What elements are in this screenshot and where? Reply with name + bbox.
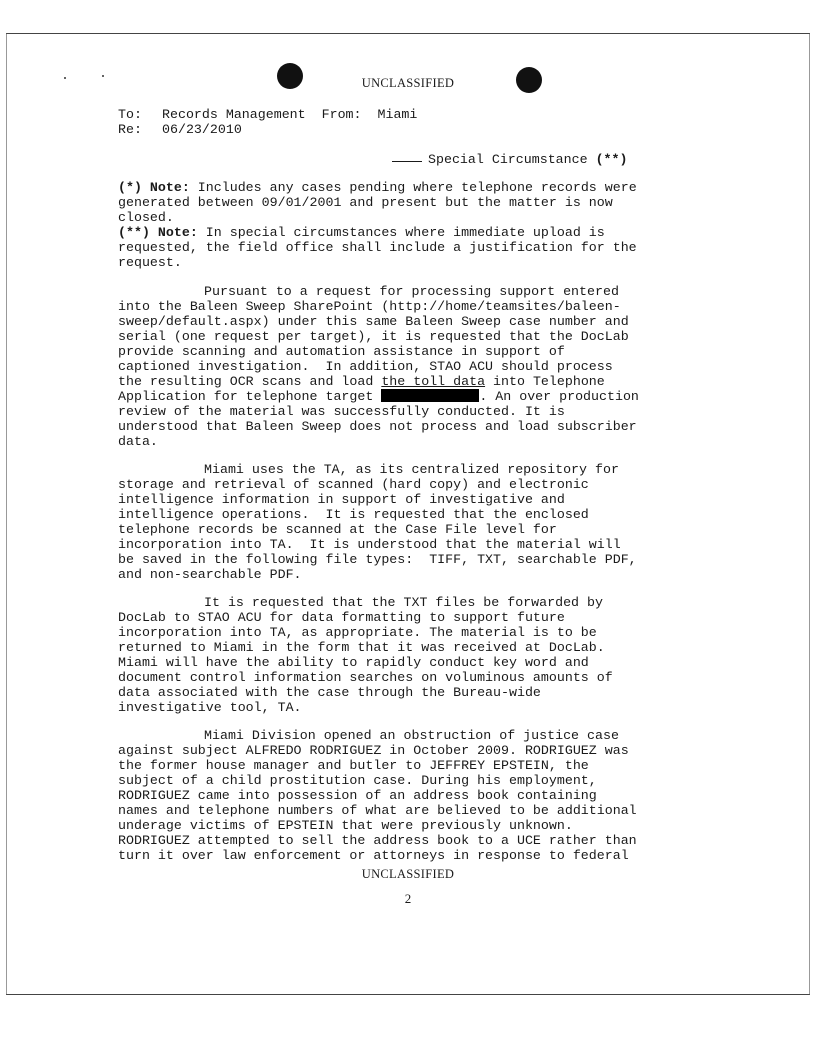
checkbox-blank — [392, 150, 422, 162]
re-label: Re: — [118, 122, 142, 137]
paragraph-line: RODRIGUEZ came into possession of an address book containing — [118, 788, 597, 803]
paragraph-line: into the Baleen Sweep SharePoint (http://home/teamsites/baleen- — [118, 299, 621, 314]
paragraph-line: It is requested that the TXT files be forwarded by — [204, 595, 603, 610]
paragraph-line: Pursuant to a request for processing support entered — [204, 284, 619, 299]
paragraph-line: telephone records be scanned at the Case File level for — [118, 522, 557, 537]
paragraph-line: sweep/default.aspx) under this same Baleen Sweep case number and — [118, 314, 629, 329]
paragraph-line: RODRIGUEZ attempted to sell the address book to a UCE rather than — [118, 833, 637, 848]
paragraph-line: understood that Baleen Sweep does not process and load subscriber — [118, 419, 637, 434]
paragraph-1 — [118, 284, 698, 449]
note2-text: request. — [118, 255, 182, 270]
to-value: Records Management — [162, 107, 306, 122]
note2-marker: (**) Note: — [118, 225, 198, 240]
paragraph-line: investigative tool, TA. — [118, 700, 302, 715]
note2-text: requested, the field office shall include a justification for the — [118, 240, 637, 255]
paragraph-line: against subject ALFREDO RODRIGUEZ in October 2009. RODRIGUEZ was — [118, 743, 629, 758]
paragraph-line: be saved in the following file types: TIFF, TXT, searchable PDF, — [118, 552, 637, 567]
paragraph-line: intelligence information in support of investigative and — [118, 492, 565, 507]
scan-border-top — [6, 33, 810, 34]
paragraph-4 — [118, 728, 698, 863]
paragraph-line: incorporation into TA, as appropriate. The material is to be — [118, 625, 597, 640]
paragraph-line: and non-searchable PDF. — [118, 567, 302, 582]
notes-block — [118, 180, 698, 270]
scan-border-right — [809, 33, 810, 995]
paragraph-line: subject of a child prostitution case. During his employment, — [118, 773, 597, 788]
note1-text: generated between 09/01/2001 and present but the matter is now — [118, 195, 613, 210]
from-value: Miami — [377, 107, 418, 122]
header-to-line — [118, 107, 417, 122]
scan-border-left — [6, 33, 7, 995]
paragraph-line: review of the material was successfully conducted. It is — [118, 404, 565, 419]
to-label: To: — [118, 107, 142, 122]
paragraph-text: Application for telephone target — [118, 389, 382, 404]
note1-text: Includes any cases pending where telephone records were — [189, 180, 637, 195]
paragraph-line: intelligence operations. It is requested that the enclosed — [118, 507, 589, 522]
paragraph-line: Miami Division opened an obstruction of justice case — [204, 728, 619, 743]
paragraph-line: DocLab to STAO ACU for data formatting to support future — [118, 610, 565, 625]
classification-bottom: UNCLASSIFIED — [361, 867, 455, 881]
redaction-box — [381, 389, 479, 402]
paragraph-line: data associated with the case through the Bureau-wide — [118, 685, 541, 700]
header-re-line — [118, 122, 242, 137]
page-number: 2 — [404, 891, 412, 906]
special-circumstance-marker: (**) — [595, 152, 628, 167]
re-value: 06/23/2010 — [162, 122, 242, 137]
underlined-text: the toll data — [381, 374, 486, 389]
paragraph-text: the resulting OCR scans and load — [118, 374, 382, 389]
scan-border-bottom — [6, 994, 810, 995]
paragraph-line: turn it over law enforcement or attorneys in response to federal — [118, 848, 629, 863]
paragraph-line: returned to Miami in the form that it was received at DocLab. — [118, 640, 605, 655]
paragraph-text: into Telephone — [485, 374, 605, 389]
paragraph-line: underage victims of EPSTEIN that were previously unknown. — [118, 818, 573, 833]
paragraph-line: Miami uses the TA, as its centralized repository for — [204, 462, 619, 477]
note2-text: In special circumstances where immediate upload is — [197, 225, 605, 240]
paragraph-line: provide scanning and automation assistance in support of — [118, 344, 565, 359]
paragraph-line: names and telephone numbers of what are believed to be additional — [118, 803, 637, 818]
note1-marker: (*) Note: — [118, 180, 190, 195]
classification-top: UNCLASSIFIED — [361, 76, 455, 90]
paragraph-line: storage and retrieval of scanned (hard copy) and electronic — [118, 477, 589, 492]
paragraph-3 — [118, 595, 698, 715]
paragraph-text: . An over production — [479, 389, 639, 404]
note1-text: closed. — [118, 210, 174, 225]
paragraph-2 — [118, 462, 698, 582]
paragraph-line: the former house manager and butler to JEFFREY EPSTEIN, the — [118, 758, 589, 773]
paragraph-line: document control information searches on voluminous amounts of — [118, 670, 613, 685]
from-label: From: — [321, 107, 362, 122]
paragraph-line: captioned investigation. In addition, STAO ACU should process — [118, 359, 613, 374]
paragraph-line: data. — [118, 434, 158, 449]
special-circumstance-line — [392, 150, 628, 167]
paragraph-line: serial (one request per target), it is requested that the DocLab — [118, 329, 629, 344]
paragraph-line: Miami will have the ability to rapidly conduct key word and — [118, 655, 589, 670]
paragraph-line: incorporation into TA. It is understood that the material will — [118, 537, 621, 552]
special-circumstance-label: Special Circumstance — [428, 152, 588, 167]
